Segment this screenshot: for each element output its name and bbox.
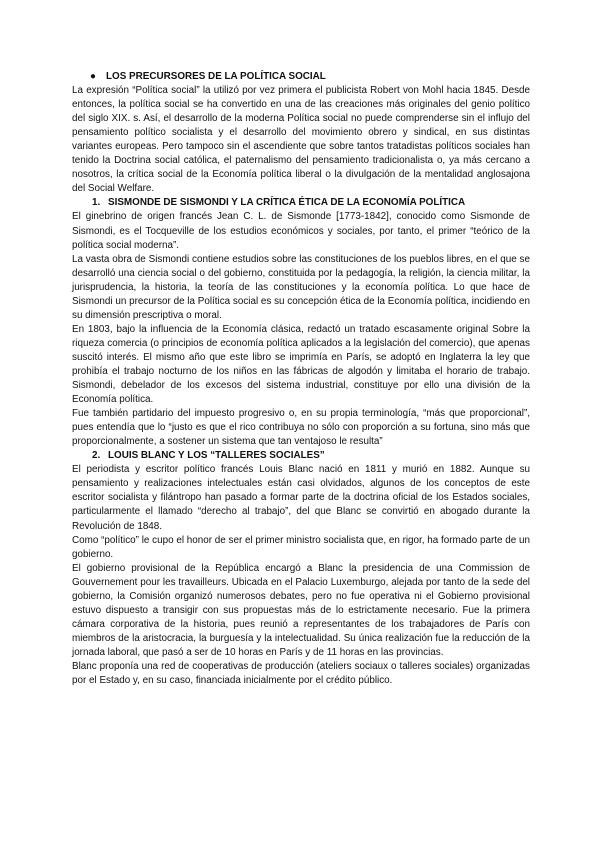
paragraph: La vasta obra de Sismondi contiene estudios sobre las constituciones de los pueblos libres, en el que se desarrolló una ciencia social o del gobierno, constituida por la pedagogía, la religión, la ciencia militar, la jurisprudencia, la historia, la teoría de las constituciones y la economía política. Lo que hace de Sismondi un precursor de la Política social es su concepción ética de la Economía política, incidiendo en su dimensión prescriptiva o moral. — [72, 253, 530, 321]
subsection-number: 2. — [92, 450, 101, 462]
subsection-title: LOUIS BLANC Y LOS “TALLERES SOCIALES” — [108, 450, 325, 462]
paragraph: Fue también partidario del impuesto progresivo o, en su propia terminología, “más que proporcional”, pues entendía que lo “justo es que el rico contribuya no sólo con proporción a su fortuna, sino más que proporcionalmente, a sostener un sistema que tan ventajoso le resulta” — [72, 408, 530, 448]
paragraph: El ginebrino de origen francés Jean C. L. de Sismonde [1773-1842], conocido como Sismonde de Sismondi, es el Tocqueville de los estudios económicos y sociales, por tanto, el primer “teórico de la política social moderna”. — [72, 211, 530, 251]
paragraph: El periodista y escritor político francés Louis Blanc nació en 1811 y murió en 1882. Aunque su pensamiento y realizaciones intelectuales están casi olvidados, algunos de los conceptos de este escritor socialista y filántropo han pasado a formar parte de la doctrina oficial de los Estados sociales, particularmente el llamado “derecho al trabajo”, del que Blanc se convirtió en abogado durante la Revolución de 1848. — [72, 464, 530, 532]
paragraph: En 1803, bajo la influencia de la Economía clásica, redactó un tratado escasamente original Sobre la riqueza comercia (o principios de economía política aplicados a la legislación del comercio), que apenas suscitó interés. El mismo año que este libro se imprimía en París, se adoptó en Inglaterra la ley que prohibía el trabajo nocturno de los niños en las fábricas de algodón y limitaba el horario de trabajo. Sismondi, debelador de los excesos del sistema industrial, constituye por ello una división de la Economía política. — [72, 323, 530, 406]
bullet-marker: ● — [90, 71, 96, 82]
section-heading — [72, 70, 530, 84]
section-heading-title: LOS PRECURSORES DE LA POLÍTICA SOCIAL — [106, 71, 326, 82]
subsection-heading-2 — [72, 449, 530, 463]
paragraph: Blanc proponía una red de cooperativas de producción (ateliers sociaux o talleres sociales) organizadas por el Estado y, en su caso, financiada inicialmente por el crédito público. — [72, 660, 530, 687]
subsection-number: 1. — [92, 197, 101, 209]
subsection-heading-1 — [72, 196, 530, 210]
paragraph: El gobierno provisional de la República encargó a Blanc la presidencia de una Commission de Gouvernement pour les travailleurs. Ubicada en el Palacio Luxemburgo, alejada por tanto de la sede del gobierno, la Comisión organizó numerosos debates, pero no fue operativa ni el Gobierno provisional estuvo dispuesto a transigir con sus propuestas más de lo estrictamente necesario. Fue la primera cámara corporativa de la historia, pues reunió a representantes de los trabajadores de París con miembros de la aristocracia, la burguesía y la intelectualidad. Su única realización fue la reducción de la jornada laboral, que pasó a ser de 10 horas en París y de 11 horas en las provincias. — [72, 562, 530, 658]
subsection-title: SISMONDE DE SISMONDI Y LA CRÍTICA ÉTICA DE LA ECONOMÍA POLÍTICA — [108, 197, 466, 209]
intro-paragraph: La expresión “Política social” la utilizó por vez primera el publicista Robert von Mohl hacia 1845. Desde entonces, la política social se ha convertido en una de las creaciones más originales del genio político del siglo XIX. s. Así, el desarrollo de la moderna Política social no puede comprenderse sin el influjo del pensamiento político socialista y el desarrollo del movimiento obrero y sindical, en sus distintas variantes europeas. Pero tampoco sin el ascendiente que sobre tantos tratadistas políticos sociales han tenido la Doctrina social católica, el paternalismo del pensamiento tradicionalista o, ya más cercano a nosotros, la crítica social de la Economía política liberal o la divulgación de la mentalidad anglosajona del Social Welfare. — [72, 85, 530, 195]
paragraph: Como “político” le cupo el honor de ser el primer ministro socialista que, en rigor, ha formado parte de un gobierno. — [72, 534, 530, 560]
document-page — [72, 70, 530, 688]
